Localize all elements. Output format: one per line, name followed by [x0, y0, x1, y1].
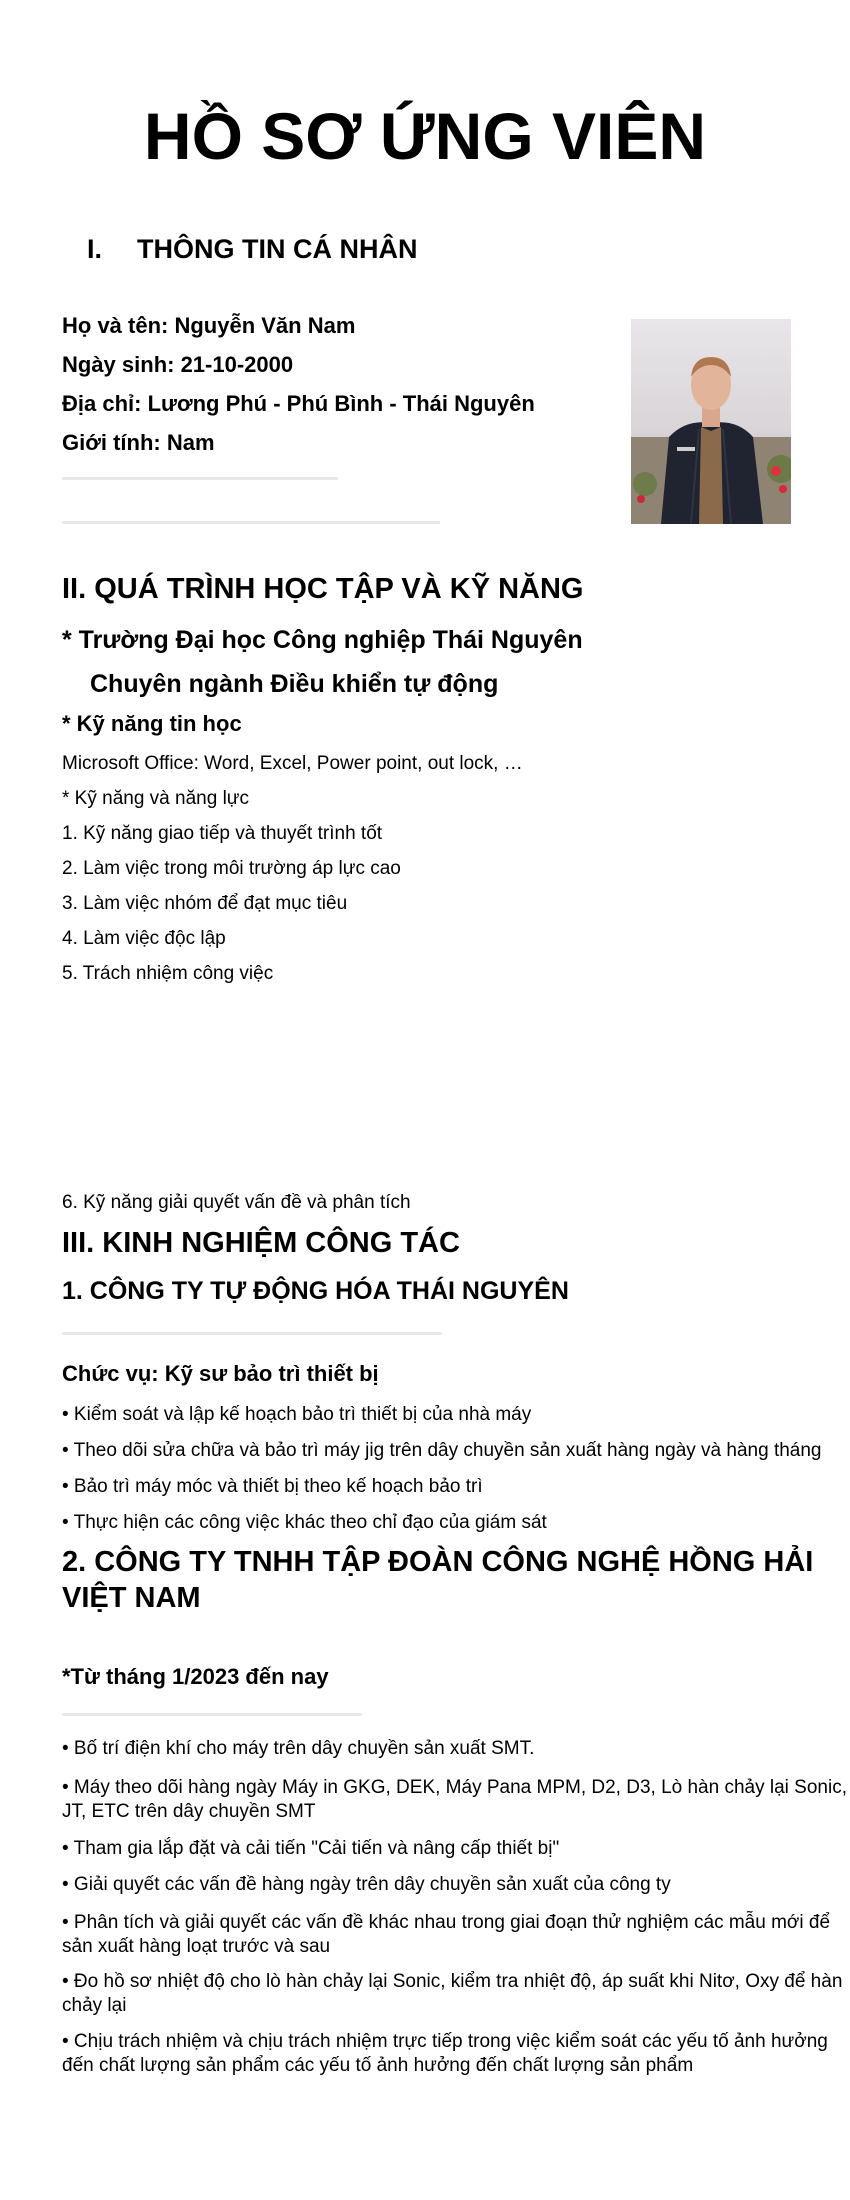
- full-name: Họ và tên: Nguyễn Văn Nam: [62, 313, 356, 338]
- duty-item: • Máy theo dõi hàng ngày Máy in GKG, DEK, Máy Pana MPM, D2, D3, Lò hàn chảy lại Sonic, JT, ETC trên dây chuyền SMT: [62, 1777, 847, 1822]
- section-experience-heading: III. KINH NGHIỆM CÔNG TÁC: [62, 1227, 460, 1259]
- section-number: I.: [87, 234, 103, 264]
- duty-item: • Thực hiện các công việc khác theo chỉ đạo của giám sát: [62, 1512, 547, 1533]
- duty-item: • Bố trí điện khí cho máy trên dây chuyền sản xuất SMT.: [62, 1738, 535, 1759]
- redacted-line: [62, 477, 338, 480]
- major: Chuyên ngành Điều khiển tự động: [90, 670, 499, 698]
- duty-item: • Bảo trì máy móc và thiết bị theo kế hoạch bảo trì: [62, 1476, 483, 1497]
- skill-item: 4. Làm việc độc lập: [62, 928, 226, 949]
- duty-item: • Tham gia lắp đặt và cải tiến "Cải tiến và nâng cấp thiết bị": [62, 1838, 560, 1859]
- school-name: * Trường Đại học Công nghiệp Thái Nguyên: [62, 626, 583, 654]
- duty-item: • Phân tích và giải quyết các vấn đề khác nhau trong giai đoạn thử nghiệm các mẫu mới để sản xuất hàng loạt trước và sau: [62, 1912, 831, 1957]
- it-skills-heading: * Kỹ năng tin học: [62, 711, 242, 736]
- date-of-birth: Ngày sinh: 21-10-2000: [62, 352, 294, 377]
- skill-item: 1. Kỹ năng giao tiếp và thuyết trình tốt: [62, 823, 383, 844]
- page-title: HỒ SƠ ỨNG VIÊN: [143, 99, 707, 173]
- skill-item: 3. Làm việc nhóm để đạt mục tiêu: [62, 893, 348, 914]
- duty-item: • Kiểm soát và lập kế hoạch bảo trì thiết bị của nhà máy: [62, 1404, 532, 1425]
- soft-skills-heading: * Kỹ năng và năng lực: [62, 788, 250, 809]
- skill-item: 5. Trách nhiệm công việc: [62, 963, 274, 984]
- duty-item: • Đo hồ sơ nhiệt độ cho lò hàn chảy lại Sonic, kiểm tra nhiệt độ, áp suất khi Nitơ, Oxy để hàn chảy lại: [62, 1971, 843, 2016]
- company-name: 1. CÔNG TY TỰ ĐỘNG HÓA THÁI NGUYÊN: [62, 1277, 569, 1305]
- skill-item: 2. Làm việc trong môi trường áp lực cao: [62, 858, 401, 879]
- employment-period: *Từ tháng 1/2023 đến nay: [62, 1664, 329, 1689]
- duty-item: • Chịu trách nhiệm và chịu trách nhiệm trực tiếp trong việc kiểm soát các yếu tố ảnh hưởng đến chất lượng sản phẩm các yếu tố ảnh hưởng đến chất lượng sản phẩm: [62, 2031, 828, 2076]
- gender: Giới tính: Nam: [62, 430, 215, 455]
- job-position: Chức vụ: Kỹ sư bảo trì thiết bị: [62, 1361, 379, 1386]
- company-name: 2. CÔNG TY TNHH TẬP ĐOÀN CÔNG NGHỆ HỒNG HẢI VIỆT NAM: [62, 1546, 814, 1614]
- redacted-line: [62, 1332, 442, 1335]
- address: Địa chỉ: Lương Phú - Phú Bình - Thái Nguyên: [62, 391, 535, 416]
- section-title: THÔNG TIN CÁ NHÂN: [137, 234, 418, 264]
- section-education-heading: II. QUÁ TRÌNH HỌC TẬP VÀ KỸ NĂNG: [62, 573, 584, 605]
- duty-item: • Giải quyết các vấn đề hàng ngày trên dây chuyền sản xuất của công ty: [62, 1874, 671, 1895]
- redacted-line: [62, 521, 440, 524]
- skill-item: 6. Kỹ năng giải quyết vấn đề và phân tích: [62, 1192, 411, 1213]
- section-personal-heading: [87, 232, 417, 266]
- duty-item: • Theo dõi sửa chữa và bảo trì máy jig trên dây chuyền sản xuất hàng ngày và hàng tháng: [62, 1440, 822, 1461]
- it-skills-text: Microsoft Office: Word, Excel, Power point, out lock, …: [62, 753, 523, 774]
- redacted-line: [62, 1713, 362, 1716]
- candidate-photo: [631, 319, 791, 524]
